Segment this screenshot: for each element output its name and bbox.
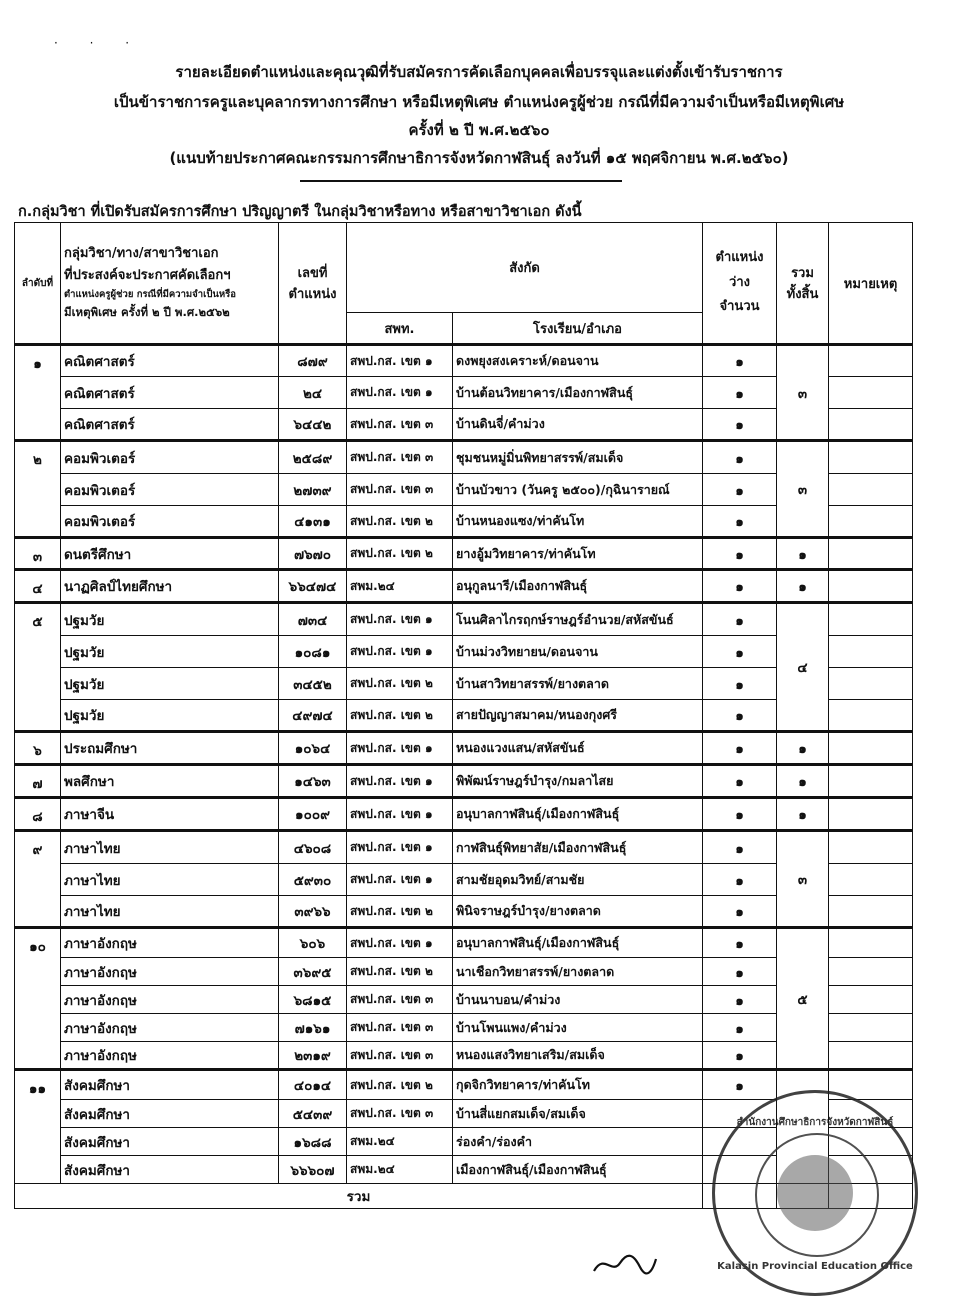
- row-vacancy: ๑: [703, 538, 777, 570]
- row-area: สพป.กส. เขต ๓: [347, 986, 453, 1014]
- row-area: สพป.กส. เขต ๓: [347, 474, 453, 506]
- row-vacancy: ๑: [703, 377, 777, 409]
- row-area: สพป.กส. เขต ๑: [347, 345, 453, 377]
- row-remark: [829, 345, 913, 377]
- row-vacancy: ๑: [703, 732, 777, 765]
- row-order: ๑: [15, 345, 61, 441]
- row-remark: [829, 958, 913, 986]
- row-position-no: ๔๐๑๔: [279, 1070, 347, 1100]
- row-order: ๔: [15, 570, 61, 603]
- header-area: สพท.: [347, 313, 453, 345]
- row-vacancy: ๑: [703, 986, 777, 1014]
- header-position-no: เลขที่ ตำแหน่ง: [279, 223, 347, 345]
- seal-emblem-icon: [777, 1155, 853, 1231]
- row-order: ๑๑: [15, 1070, 61, 1184]
- row-area: สพป.กส. เขต ๒: [347, 958, 453, 986]
- table-row: [15, 798, 913, 831]
- row-vacancy: ๑: [703, 928, 777, 958]
- row-position-no: ๒๔: [279, 377, 347, 409]
- row-position-no: ๗๑๖๑: [279, 1014, 347, 1042]
- row-area: สพป.กส. เขต ๓: [347, 1014, 453, 1042]
- official-stamp: [712, 1090, 918, 1296]
- row-subject: ภาษาไทย: [61, 896, 279, 928]
- row-subject: พลศึกษา: [61, 765, 279, 798]
- header-vacancy: ตำแหน่ง ว่าง จำนวน: [703, 223, 777, 345]
- row-school: พิพัฒน์ราษฎร์บำรุง/กมลาไสย: [453, 765, 703, 798]
- row-vacancy: ๑: [703, 798, 777, 831]
- row-order: ๓: [15, 538, 61, 570]
- row-area: สพป.กส. เขต ๑: [347, 732, 453, 765]
- row-position-no: ๔๖๐๘: [279, 831, 347, 864]
- row-subject: คณิตศาสตร์: [61, 409, 279, 441]
- row-school: สายปัญญาสมาคม/หนองกุงศรี: [453, 700, 703, 732]
- row-position-no: ๖๔๔๒: [279, 409, 347, 441]
- row-area: สพป.กส. เขต ๒: [347, 538, 453, 570]
- row-school: หนองแสงวิทยาเสริม/สมเด็จ: [453, 1042, 703, 1070]
- row-area: สพป.กส. เขต ๓: [347, 409, 453, 441]
- row-total: ๑: [777, 570, 829, 603]
- section-heading: ก.กลุ่มวิชา ที่เปิดรับสมัครการศึกษา ปริญญาตรี ในกลุ่มวิชาหรือทาง หรือสาขาวิชาเอก ดังนี้: [18, 204, 582, 220]
- row-remark: [829, 798, 913, 831]
- doc-title-line-3: ครั้งที่ ๒ ปี พ.ศ.๒๕๖๐: [408, 121, 550, 139]
- doc-title-line-2: เป็นข้าราชการครูและบุคลากรทางการศึกษา หรือมีเหตุพิเศษ ตำแหน่งครูผู้ช่วย กรณีที่มีความจำเป็นหรือมีเหตุพิเศษ: [113, 93, 845, 111]
- row-subject: คอมพิวเตอร์: [61, 441, 279, 474]
- row-remark: [829, 896, 913, 928]
- row-vacancy: ๑: [703, 700, 777, 732]
- row-school: โนนศิลาไกรฤกษ์ราษฎร์อำนวย/สหัสขันธ์: [453, 603, 703, 636]
- row-subject: สังคมศึกษา: [61, 1070, 279, 1100]
- row-vacancy: ๑: [703, 765, 777, 798]
- row-vacancy: ๑: [703, 409, 777, 441]
- row-vacancy: ๑: [703, 668, 777, 700]
- row-subject: ภาษาอังกฤษ: [61, 1014, 279, 1042]
- row-school: หนองแวงแสน/สหัสขันธ์: [453, 732, 703, 765]
- stamp-text-top: สำนักงานศึกษาธิการจังหวัดกาฬสินธุ์: [736, 1117, 894, 1128]
- row-subject: สังคมศึกษา: [61, 1128, 279, 1156]
- header-remark: หมายเหตุ: [829, 223, 913, 345]
- row-remark: [829, 506, 913, 538]
- row-area: สพม.๒๔: [347, 1156, 453, 1184]
- row-subject: คณิตศาสตร์: [61, 377, 279, 409]
- row-position-no: ๕๔๓๙: [279, 1100, 347, 1128]
- row-school: ดงพยุงสงเคราะห์/ดอนจาน: [453, 345, 703, 377]
- row-vacancy: ๑: [703, 864, 777, 896]
- row-school: ยางอู้มวิทยาคาร/ท่าคันโท: [453, 538, 703, 570]
- row-school: บ้านโพนแพง/คำม่วง: [453, 1014, 703, 1042]
- row-remark: [829, 928, 913, 958]
- row-area: สพป.กส. เขต ๑: [347, 377, 453, 409]
- row-remark: [829, 1042, 913, 1070]
- row-area: สพป.กส. เขต ๓: [347, 441, 453, 474]
- row-total: ๓: [777, 831, 829, 928]
- row-area: สพม.๒๔: [347, 570, 453, 603]
- row-subject: สังคมศึกษา: [61, 1100, 279, 1128]
- row-order: ๒: [15, 441, 61, 538]
- row-school: กุดจิกวิทยาคาร/ท่าคันโท: [453, 1070, 703, 1100]
- row-remark: [829, 636, 913, 668]
- row-area: สพป.กส. เขต ๑: [347, 765, 453, 798]
- row-vacancy: ๑: [703, 896, 777, 928]
- row-remark: [829, 377, 913, 409]
- row-subject: ภาษาอังกฤษ: [61, 1042, 279, 1070]
- table-row: [15, 1070, 913, 1100]
- row-subject: ปฐมวัย: [61, 603, 279, 636]
- header-order: ลำดับที่: [15, 223, 61, 345]
- row-vacancy: ๑: [703, 831, 777, 864]
- row-school: อนุกูลนารี/เมืองกาฬสินธุ์: [453, 570, 703, 603]
- row-area: สพป.กส. เขต ๒: [347, 1070, 453, 1100]
- row-position-no: ๕๙๓๐: [279, 864, 347, 896]
- row-remark: [829, 1014, 913, 1042]
- row-remark: [829, 765, 913, 798]
- row-total: ๑: [777, 765, 829, 798]
- row-area: สพป.กส. เขต ๒: [347, 700, 453, 732]
- row-school: บ้านนาบอน/คำม่วง: [453, 986, 703, 1014]
- row-remark: [829, 474, 913, 506]
- row-remark: [829, 700, 913, 732]
- header-subject: กลุ่มวิชา/ทาง/สาขาวิชาเอก ที่ประสงค์จะประกาศคัดเลือกฯ ตำแหน่งครูผู้ช่วย กรณีที่มีความจำเป็นหรือ มีเหตุพิเศษ ครั้งที่ ๒ ปี พ.ศ.๒๕๖๒: [61, 223, 279, 345]
- row-area: สพป.กส. เขต ๑: [347, 603, 453, 636]
- table-row: [15, 570, 913, 603]
- row-school: สามชัยอุดมวิทย์/สามชัย: [453, 864, 703, 896]
- table-row: [15, 441, 913, 474]
- scan-specks: · · ·: [54, 36, 144, 50]
- doc-title-line-4: (แนบท้ายประกาศคณะกรรมการศึกษาธิการจังหวัดกาฬสินธุ์ ลงวันที่ ๑๕ พฤศจิกายน พ.ศ.๒๕๖๐): [169, 149, 789, 167]
- row-school: ชุมชนหมู่มิ่นพิทยาสรรพ์/สมเด็จ: [453, 441, 703, 474]
- row-area: สพป.กส. เขต ๑: [347, 928, 453, 958]
- row-subject: คอมพิวเตอร์: [61, 506, 279, 538]
- stamp-text-bottom: Kalasin Provincial Education Office: [717, 1261, 913, 1272]
- table-row: [15, 603, 913, 636]
- row-subject: นาฏศิลป์ไทยศึกษา: [61, 570, 279, 603]
- table-row: [15, 345, 913, 377]
- row-total: ๑: [777, 538, 829, 570]
- row-remark: [829, 986, 913, 1014]
- row-school: บ้านต้อนวิทยาคาร/เมืองกาฬสินธุ์: [453, 377, 703, 409]
- row-area: สพป.กส. เขต ๒: [347, 896, 453, 928]
- row-subject: ภาษาอังกฤษ: [61, 928, 279, 958]
- row-position-no: ๔๑๓๑: [279, 506, 347, 538]
- row-total: ๑: [777, 732, 829, 765]
- row-subject: ปฐมวัย: [61, 636, 279, 668]
- row-area: สพป.กส. เขต ๑: [347, 831, 453, 864]
- row-subject: ปฐมวัย: [61, 668, 279, 700]
- row-school: บ้านหนองแซง/ท่าคันโท: [453, 506, 703, 538]
- row-order: ๖: [15, 732, 61, 765]
- row-position-no: ๔๙๗๔: [279, 700, 347, 732]
- row-position-no: ๑๖๘๘: [279, 1128, 347, 1156]
- row-position-no: ๗๓๔: [279, 603, 347, 636]
- row-position-no: ๑๔๖๓: [279, 765, 347, 798]
- row-subject: ภาษาจีน: [61, 798, 279, 831]
- row-position-no: ๓๖๙๕: [279, 958, 347, 986]
- row-vacancy: ๑: [703, 570, 777, 603]
- table-row: [15, 928, 913, 958]
- row-vacancy: ๑: [703, 1042, 777, 1070]
- row-position-no: ๓๙๖๖: [279, 896, 347, 928]
- row-subject: คอมพิวเตอร์: [61, 474, 279, 506]
- row-school: ร่องคำ/ร่องคำ: [453, 1128, 703, 1156]
- sum-label: รวม: [15, 1184, 703, 1209]
- table-row: [15, 538, 913, 570]
- row-subject: ปฐมวัย: [61, 700, 279, 732]
- table-row: [15, 732, 913, 765]
- row-school: บ้านสาวิทยาสรรพ์/ยางตลาด: [453, 668, 703, 700]
- row-position-no: ๒๓๑๙: [279, 1042, 347, 1070]
- row-total: ๕: [777, 928, 829, 1070]
- row-remark: [829, 409, 913, 441]
- row-total: ๔: [777, 603, 829, 732]
- signature-icon: [590, 1245, 660, 1281]
- row-vacancy: ๑: [703, 603, 777, 636]
- row-subject: ดนตรีศึกษา: [61, 538, 279, 570]
- table-row: [15, 765, 913, 798]
- row-vacancy: ๑: [703, 1014, 777, 1042]
- row-area: สพป.กส. เขต ๒: [347, 506, 453, 538]
- row-position-no: ๑๐๐๙: [279, 798, 347, 831]
- header-total: รวม ทั้งสิ้น: [777, 223, 829, 345]
- header-school: โรงเรียน/อำเภอ: [453, 313, 703, 345]
- row-school: นาเชือกวิทยาสรรพ์/ยางตลาด: [453, 958, 703, 986]
- row-subject: ภาษาไทย: [61, 831, 279, 864]
- row-position-no: ๖๐๖: [279, 928, 347, 958]
- row-total: ๑: [777, 798, 829, 831]
- row-remark: [829, 538, 913, 570]
- row-vacancy: ๑: [703, 441, 777, 474]
- row-area: สพป.กส. เขต ๑: [347, 798, 453, 831]
- row-position-no: ๓๔๕๒: [279, 668, 347, 700]
- row-remark: [829, 441, 913, 474]
- row-area: สพป.กส. เขต ๑: [347, 636, 453, 668]
- row-vacancy: ๑: [703, 958, 777, 986]
- positions-table: [14, 222, 913, 1209]
- row-vacancy: ๑: [703, 474, 777, 506]
- title-divider: [300, 180, 622, 182]
- row-area: สพม.๒๔: [347, 1128, 453, 1156]
- row-school: อนุบาลกาฬสินธุ์/เมืองกาฬสินธุ์: [453, 798, 703, 831]
- row-remark: [829, 831, 913, 864]
- row-position-no: ๖๖๔๗๔: [279, 570, 347, 603]
- row-position-no: ๗๖๗๐: [279, 538, 347, 570]
- table-row: [15, 831, 913, 864]
- row-remark: [829, 603, 913, 636]
- row-subject: คณิตศาสตร์: [61, 345, 279, 377]
- row-subject: สังคมศึกษา: [61, 1156, 279, 1184]
- row-school: เมืองกาฬสินธุ์/เมืองกาฬสินธุ์: [453, 1156, 703, 1184]
- row-vacancy: ๑: [703, 1070, 777, 1100]
- row-position-no: ๘๗๙: [279, 345, 347, 377]
- row-school: อนุบาลกาฬสินธุ์/เมืองกาฬสินธุ์: [453, 928, 703, 958]
- row-area: สพป.กส. เขต ๑: [347, 864, 453, 896]
- row-total: ๓: [777, 441, 829, 538]
- header-affiliation: สังกัด: [347, 223, 703, 313]
- row-area: สพป.กส. เขต ๓: [347, 1042, 453, 1070]
- row-school: บ้านสี่แยกสมเด็จ/สมเด็จ: [453, 1100, 703, 1128]
- row-position-no: ๖๘๑๕: [279, 986, 347, 1014]
- row-school: พินิจราษฎร์บำรุง/ยางตลาด: [453, 896, 703, 928]
- row-subject: ภาษาอังกฤษ: [61, 986, 279, 1014]
- row-remark: [829, 668, 913, 700]
- row-order: ๕: [15, 603, 61, 732]
- row-position-no: ๑๐๘๑: [279, 636, 347, 668]
- row-school: บ้านม่วงวิทยายน/ดอนจาน: [453, 636, 703, 668]
- row-total: ๓: [777, 345, 829, 441]
- row-vacancy: ๑: [703, 345, 777, 377]
- row-area: สพป.กส. เขต ๓: [347, 1100, 453, 1128]
- row-subject: ประถมศึกษา: [61, 732, 279, 765]
- row-remark: [829, 864, 913, 896]
- row-vacancy: ๑: [703, 506, 777, 538]
- row-remark: [829, 570, 913, 603]
- row-subject: ภาษาอังกฤษ: [61, 958, 279, 986]
- row-school: บ้านดินจี่/คำม่วง: [453, 409, 703, 441]
- row-subject: ภาษาไทย: [61, 864, 279, 896]
- row-school: บ้านบัวขาว (วันครู ๒๕๐๐)/กุฉินารายณ์: [453, 474, 703, 506]
- row-position-no: ๑๐๖๔: [279, 732, 347, 765]
- doc-title-line-1: รายละเอียดตำแหน่งและคุณวุฒิที่รับสมัครการคัดเลือกบุคคลเพื่อบรรจุและแต่งตั้งเข้ารับราชการ: [175, 63, 783, 81]
- row-position-no: ๖๖๖๐๗: [279, 1156, 347, 1184]
- row-remark: [829, 732, 913, 765]
- row-position-no: ๒๗๓๙: [279, 474, 347, 506]
- row-order: ๗: [15, 765, 61, 798]
- row-area: สพป.กส. เขต ๒: [347, 668, 453, 700]
- row-school: กาฬสินธุ์พิทยาสัย/เมืองกาฬสินธุ์: [453, 831, 703, 864]
- row-vacancy: ๑: [703, 636, 777, 668]
- row-order: ๙: [15, 831, 61, 928]
- row-position-no: ๒๕๘๙: [279, 441, 347, 474]
- row-order: ๘: [15, 798, 61, 831]
- row-order: ๑๐: [15, 928, 61, 1070]
